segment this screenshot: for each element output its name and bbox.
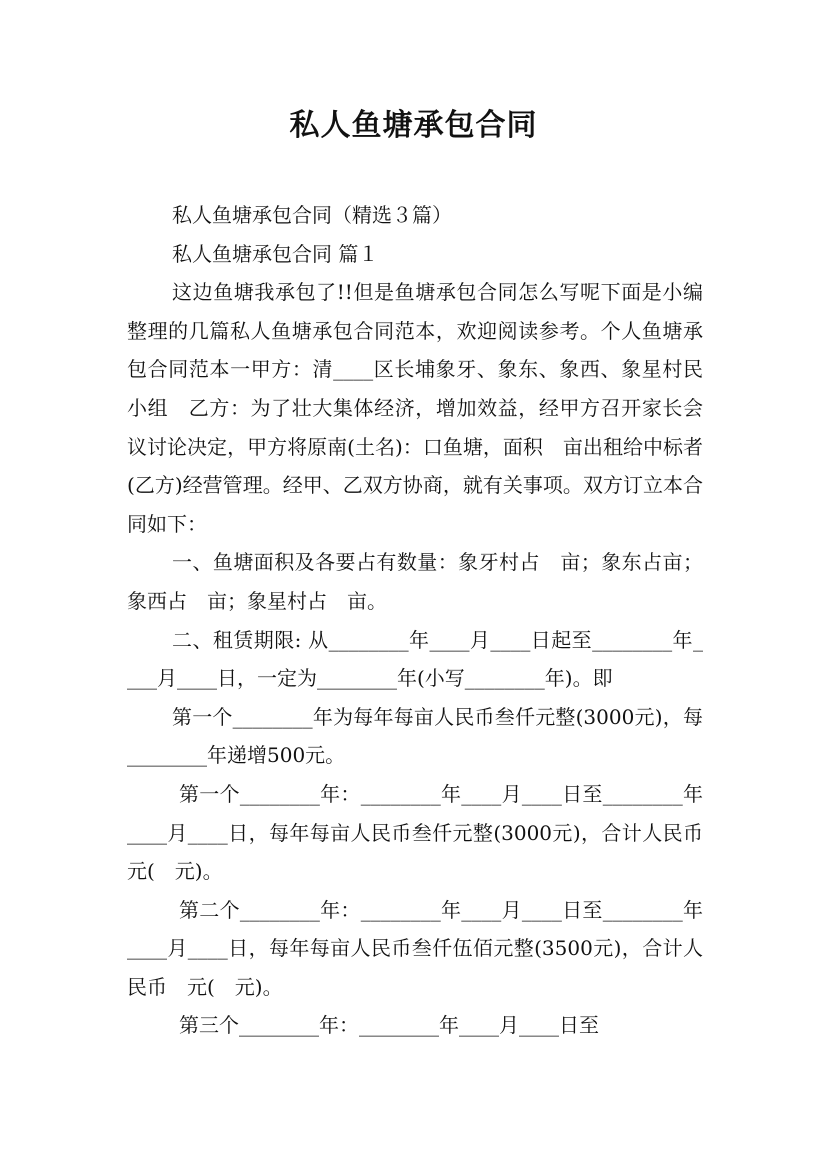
paragraph-subtitle: 私人鱼塘承包合同（精选３篇） (172, 203, 452, 227)
paragraph-intro: 这边鱼塘我承包了!!但是鱼塘承包合同怎么写呢下面是小编整理的几篇私人鱼塘承包合同范本，欢迎阅读参考。个人鱼塘承包合同范本一甲方：清____区长埔象牙、象东、象西、象星村民小组 乙方：为了壮大集体经济，增加效益，经甲方召开家长会议讨论决定，甲方将原南(土名)：口鱼塘，面积 亩出租给中标者(乙方)经营管理。经甲、乙双方协商，就有关事项。双方订立本合同如下： (127, 280, 703, 536)
paragraph-rent-rule: 第一个________年为每年每亩人民币叁仟元整(3000元)，每________年递增500元。 (127, 704, 703, 768)
paragraph-period-3: 第三个________年：________年____月____日至 (179, 1013, 599, 1038)
document-title: 私人鱼塘承包合同 (289, 108, 538, 143)
paragraph-period-1: 第一个________年：________年____月____日至________年____月____日，每年每亩人民币叁仟元整(3000元)，合计人民币 元( 元)。 (127, 781, 723, 884)
paragraph-period-2: 第二个________年：________年____月____日至________年____月____日，每年每亩人民币叁仟伍佰元整(3500元)，合计人民币 元( 元)。 (127, 897, 703, 999)
paragraph-section-heading: 私人鱼塘承包合同 篇１ (172, 241, 379, 266)
paragraph-clause-1: 一、鱼塘面积及各要占有数量：象牙村占 亩；象东占亩；象西占 亩；象星村占 亩。 (127, 550, 703, 613)
paragraph-clause-2: 二、租赁期限: 从________年____月____日起至________年____月____日，一定为________年(小写________年)。即 (127, 627, 703, 691)
document-body (127, 196, 723, 1045)
